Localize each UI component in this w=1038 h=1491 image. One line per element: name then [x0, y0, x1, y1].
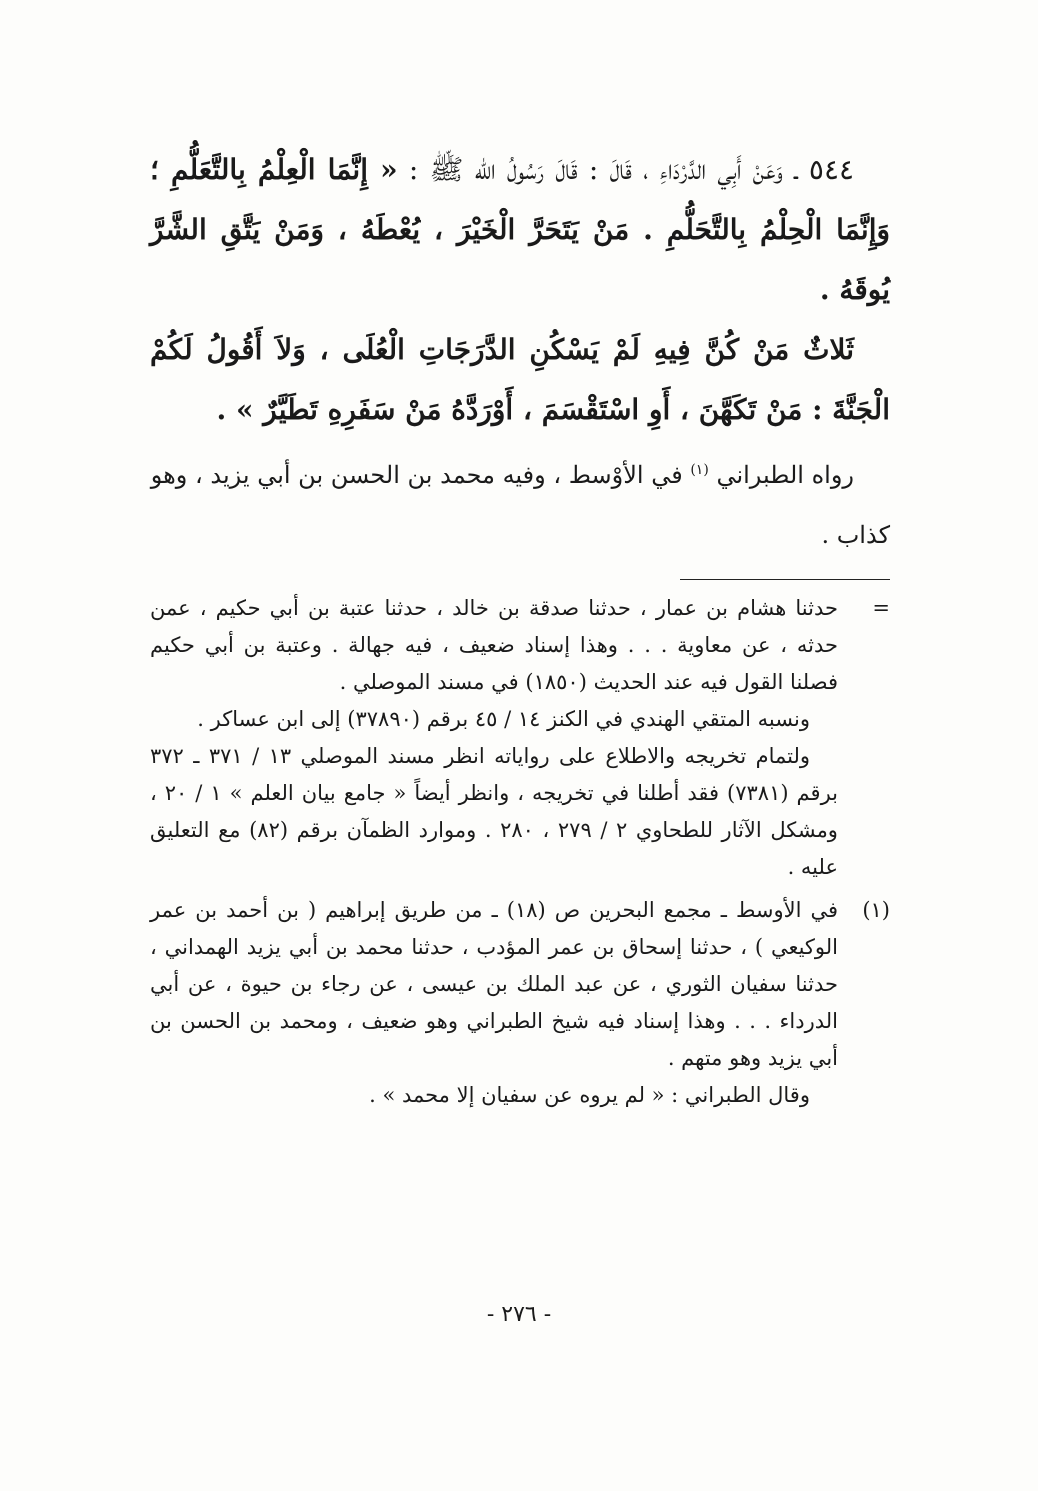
source-before-ref: رواه الطبراني [716, 461, 854, 489]
footnote-divider [680, 579, 890, 580]
footnote-reference[interactable]: (١) [690, 462, 709, 478]
hadith-paragraph-2 [150, 320, 890, 440]
footnote-paragraph: وقال الطبراني : « لم يروه عن سفيان إلا محمد » . [369, 1083, 810, 1107]
hadith-block [150, 140, 890, 440]
page-number: - ٢٧٦ - [486, 1302, 552, 1327]
footnote-paragraph: حدثنا هشام بن عمار ، حدثنا صدقة بن خالد ، حدثنا عتبة بن أبي حكيم ، عمن حدثه ، عن معاوية . . . وهذا إسناد ضعيف ، فيه جهالة . وعتبة بن أبي حكيم فصلنا القول فيه عند الحديث (١٨٥٠) في مسند الموصلي . [150, 596, 838, 694]
footnote-marker: = [872, 596, 890, 620]
hadith-text-part1: « إِنَّمَا الْعِلْمُ بِالتَّعَلُّمِ ؛ وَإِنَّمَا الْحِلْمُ بِالتَّحَلُّمِ . مَنْ يَتَحَرَّ الْخَيْرَ ، يُعْطَهُ ، وَمَنْ يَتَّقِ الشَّرَّ يُوقَهُ . [150, 153, 890, 306]
footnote-paragraph: ونسبه المتقي الهندي في الكنز ١٤ / ٤٥ برقم (٣٧٨٩٠) إلى ابن عساكر . [197, 707, 810, 731]
page-content [150, 140, 890, 1120]
footnote-paragraph: ولتمام تخريجه والاطلاع على رواياته انظر مسند الموصلي ١٣ / ٣٧١ ـ ٣٧٢ برقم (٧٣٨١) فقد أطلنا في تخريجه ، وانظر أيضاً « جامع بيان العلم » ١ / ٢٠ ، ومشكل الآثار للطحاوي ٢ / ٢٧٩ ، ٢٨٠ . وموارد الظمآن برقم (٨٢) مع التعليق عليه . [150, 744, 838, 879]
footnote-paragraph: في الأوسط ـ مجمع البحرين ص (١٨) ـ من طريق إبراهيم ( بن أحمد بن عمر الوكيعي ) ، حدثنا إسحاق بن عمر المؤدب ، حدثنا محمد بن أبي يزيد الهمداني ، حدثنا سفيان الثوري ، عن عبد الملك بن عيسى ، عن رجاء بن حيوة ، عن أبي الدرداء . . . وهذا إسناد فيه شيخ الطبراني وهو ضعيف ، ومحمد بن الحسن بن أبي يزيد وهو متهم . [150, 898, 838, 1070]
footnote-1 [150, 892, 890, 1114]
footnotes [150, 590, 890, 1114]
hadith-number: ٥٤٤ ـ [794, 153, 855, 186]
footnote-continued [150, 590, 890, 886]
source-attribution [150, 440, 890, 565]
hadith-chain: وَعَنْ أَبِي الدَّرْدَاءِ ، قَالَ : قَالَ رَسُولُ الله ﷺ : [408, 153, 783, 186]
hadith-paragraph-1 [150, 140, 890, 320]
footnote-marker: (١) [862, 898, 890, 922]
hadith-text-part2: ثَلاثٌ مَنْ كُنَّ فِيهِ لَمْ يَسْكُنِ الدَّرَجَاتِ الْعُلَى ، وَلاَ أَقُولُ لَكُمْ الْجَنَّةَ : مَنْ تَكَهَّنَ ، أَوِ اسْتَقْسَمَ ، أَوْرَدَّهُ مَنْ سَفَرِهِ تَطَيَّرٌ » . [150, 333, 890, 426]
source-after-ref: في الأوْسط ، وفيه محمد بن الحسن بن أبي يزيد ، وهو كذاب . [150, 461, 890, 549]
